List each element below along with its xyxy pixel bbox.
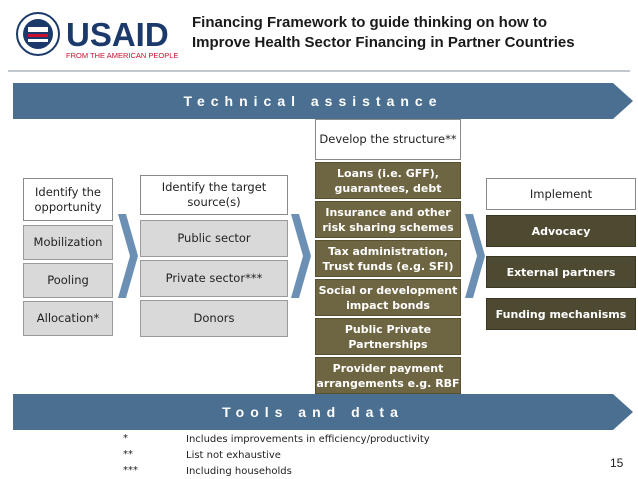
target-item-donors: Donors bbox=[140, 300, 288, 337]
technical-assistance-label: Technical assistance bbox=[183, 93, 443, 109]
title-line-2: Improve Health Sector Financing in Partner Countries bbox=[192, 34, 575, 51]
opportunity-item-allocation: Allocation* bbox=[23, 301, 113, 336]
tools-and-data-band bbox=[13, 394, 633, 430]
target-item-public-sector: Public sector bbox=[140, 220, 288, 257]
footnote-text: Including households bbox=[186, 466, 292, 477]
structure-header: Develop the structure** bbox=[315, 119, 461, 160]
structure-item-tax-administration: Tax administration, Trust funds (e.g. SFI) bbox=[315, 240, 461, 277]
tools-and-data-label: Tools and data bbox=[222, 404, 404, 420]
target-header: Identify the target source(s) bbox=[140, 175, 288, 215]
structure-item-provider-payment: Provider payment arrangements e.g. RBF bbox=[315, 357, 461, 394]
implement-item-external-partners: External partners bbox=[486, 256, 636, 288]
svg-text:USAID: USAID bbox=[66, 16, 169, 53]
header-divider bbox=[8, 70, 630, 72]
implement-item-advocacy: Advocacy bbox=[486, 215, 636, 247]
structure-item-insurance: Insurance and other risk sharing schemes bbox=[315, 201, 461, 238]
footnote-symbol: ** bbox=[123, 449, 133, 460]
footnote-text: List not exhaustive bbox=[186, 450, 281, 461]
chevron-arrow-icon bbox=[291, 214, 311, 298]
footnote-symbol: * bbox=[123, 433, 128, 444]
structure-item-loans: Loans (i.e. GFF), guarantees, debt bbox=[315, 162, 461, 199]
opportunity-item-pooling: Pooling bbox=[23, 263, 113, 298]
opportunity-item-mobilization: Mobilization bbox=[23, 225, 113, 260]
usaid-seal-icon bbox=[14, 8, 184, 62]
usaid-logo bbox=[14, 8, 184, 62]
structure-item-ppp: Public Private Partnerships bbox=[315, 318, 461, 355]
implement-header: Implement bbox=[486, 178, 636, 210]
footnote-text: Includes improvements in efficiency/productivity bbox=[186, 434, 430, 445]
implement-item-funding-mechanisms: Funding mechanisms bbox=[486, 298, 636, 330]
page-number: 15 bbox=[610, 456, 624, 470]
footnote-symbol: *** bbox=[123, 465, 138, 476]
page-title bbox=[192, 13, 632, 53]
svg-text:FROM THE AMERICAN PEOPLE: FROM THE AMERICAN PEOPLE bbox=[66, 51, 179, 60]
chevron-arrow-icon bbox=[465, 214, 485, 298]
technical-assistance-band bbox=[13, 83, 633, 119]
title-line-1: Financing Framework to guide thinking on how to bbox=[192, 14, 547, 31]
structure-item-impact-bonds: Social or development impact bonds bbox=[315, 279, 461, 316]
chevron-arrow-icon bbox=[118, 214, 138, 298]
target-item-private-sector: Private sector*** bbox=[140, 260, 288, 297]
opportunity-header: Identify the opportunity bbox=[23, 178, 113, 221]
